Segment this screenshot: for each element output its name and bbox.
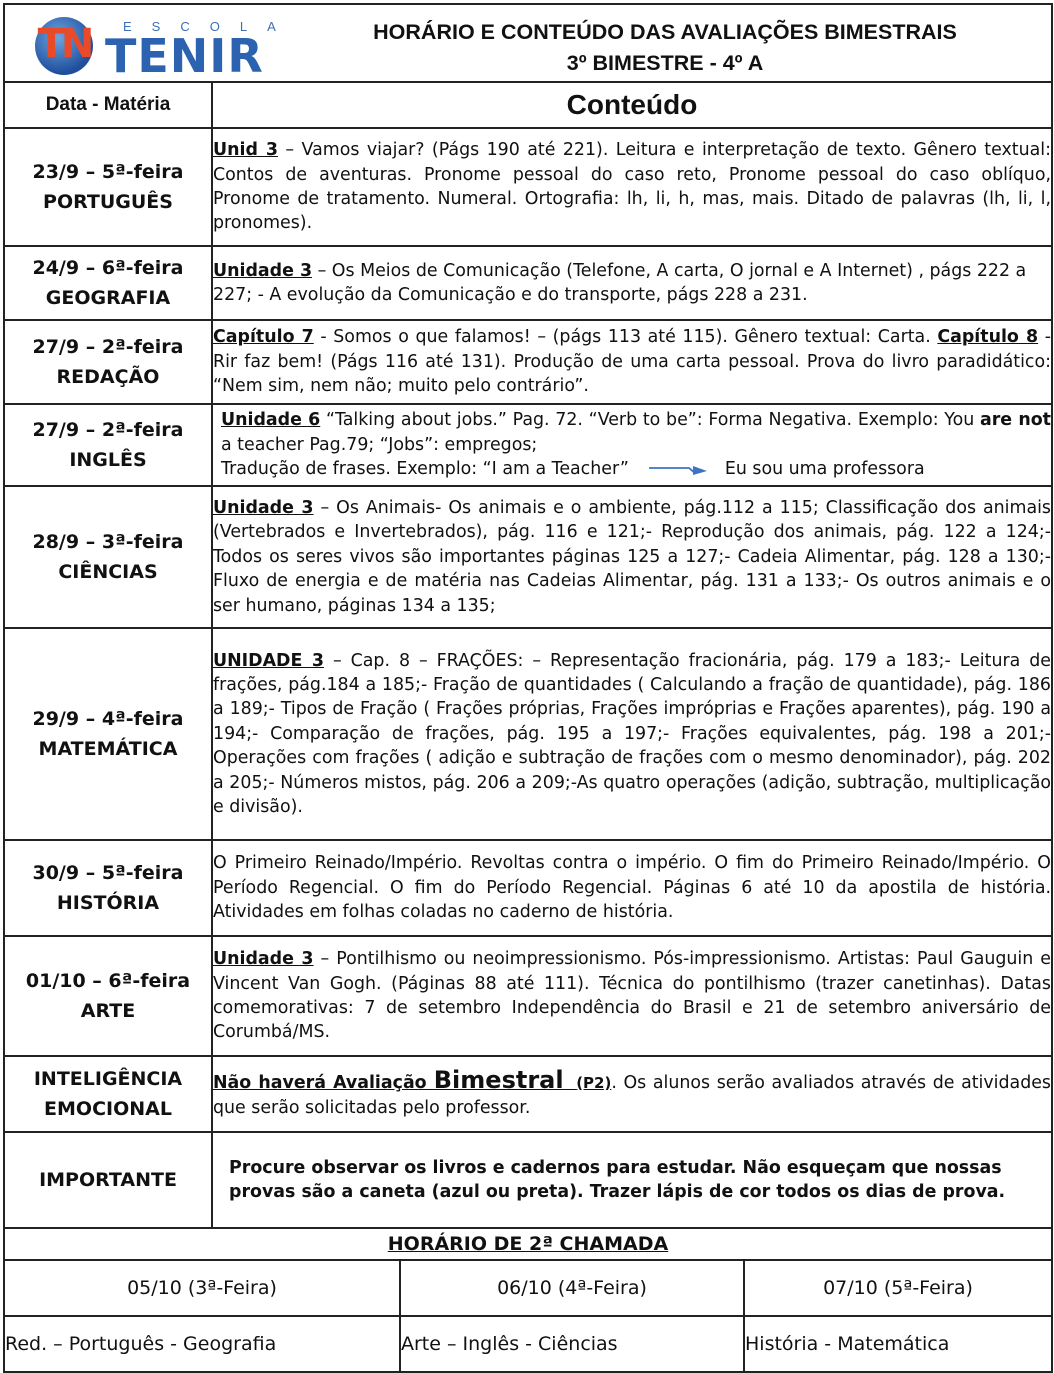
exam-date: 29/9 – 4ª-feira	[32, 708, 184, 730]
content-text: Procure observar os livros e cadernos para estudar. Não esqueçam que nossas provas são a caneta (azul ou preta). Trazer lápis de cor todos os dias de prova.	[229, 1157, 1006, 1202]
table-row	[4, 128, 1052, 246]
content-text: . Os alunos serão avaliados através de atividades que serão solicitadas pelo professor.	[213, 1073, 1051, 1118]
content-cell	[212, 128, 1052, 246]
content-text: – Cap. 8 – FRAÇÕES: – Representação fracionária, pág. 179 a 183;- Leitura de frações, pág.184 a 185;- Fração de quantidades ( Calculando a fração de quantidade), pág. 186 a 189;- Tipos de Fração ( Frações próprias, Frações impróprias e Frações aparentes), pág. 190 a 194;- Comparação de frações, pág. 195 a 197;- Frações equivalentes, pág. 198 a 201;- Operações com frações ( adição e subtração de frações com o mesmo denominador), pág. 202 a 205;- Números mistos, pág. 206 a 209;-As quatro operações (adição, subtração, multiplicação e divisão).	[213, 650, 1051, 818]
unit-label: UNIDADE 3	[213, 650, 324, 671]
content-text: – Vamos viajar? (Págs 190 até 221). Leitura e interpretação de texto. Gênero textual: Contos de aventuras. Pronome pessoal do caso reto, Pronome pessoal do caso oblíquo, Pronome de tratamento. Numeral. Ortografia: lh, li, h, mas, mais. Ditado de palavras (lh, li, l, pronomes).	[213, 140, 1051, 234]
date-subject-cell	[4, 320, 212, 404]
date-subject-cell	[4, 936, 212, 1056]
second-call-date: 07/10 (5ª-Feira)	[744, 1260, 1052, 1316]
content-text: – Os Animais- Os animais e o ambiente, pág.112 a 115; Classificação dos animais (Vertebrados e Invertebrados), pág. 116 e 121;- Reprodução dos animais, pág. 122 a 124;- Todos os seres vivos são importantes páginas 125 a 127;- Cadeia Alimentar, pág. 128 a 130;- Fluxo de energia e de matéria nas Cadeias Alimentar, pág. 131 a 133;- Os outros animais e o ser humano, páginas 134 a 135;	[213, 497, 1051, 616]
exam-date: 28/9 – 3ª-feira	[32, 531, 184, 553]
exam-date: 01/10 – 6ª-feira	[25, 970, 191, 992]
date-subject-cell	[4, 246, 212, 320]
table-row	[4, 1056, 1052, 1132]
table-row	[4, 246, 1052, 320]
content-cell	[212, 936, 1052, 1056]
unit-label: Unidade 3	[213, 949, 314, 970]
content-text: “Talking about jobs.” Pag. 72. “Verb to be”: Forma Negativa. Exemplo: You	[320, 410, 980, 431]
exam-subject: IMPORTANTE	[39, 1169, 177, 1191]
second-call-subjects-row	[4, 1316, 1052, 1372]
second-call-subjects: História - Matemática	[744, 1316, 1052, 1372]
exam-date: 27/9 – 2ª-feira	[32, 419, 184, 441]
exam-date: 30/9 – 5ª-feira	[32, 862, 184, 884]
exam-subject: CIÊNCIAS	[58, 561, 158, 583]
table-row	[4, 1132, 1052, 1228]
header-row	[4, 4, 1052, 82]
table-row	[4, 404, 1052, 486]
notice-label: Não haverá Avaliação Bimestral (P2)	[213, 1066, 612, 1095]
title-line-1: HORÁRIO E CONTEÚDO DAS AVALIAÇÕES BIMESTRAIS	[373, 20, 957, 44]
unit-label: Unidade 6	[221, 410, 321, 431]
logo-name: TENIR	[105, 29, 264, 83]
date-subject-cell	[4, 628, 212, 840]
exam-date: 24/9 – 6ª-feira	[32, 257, 184, 279]
content-text-b: a teacher Pag.79; “Jobs”: empregos;	[221, 434, 538, 455]
content-cell	[212, 1132, 1052, 1228]
exam-subject: HISTÓRIA	[56, 892, 160, 914]
content-cell	[212, 840, 1052, 936]
exam-subject: ARTE	[80, 1000, 136, 1022]
column-header-content: Conteúdo	[212, 82, 1052, 128]
content-text: O Primeiro Reinado/Império. Revoltas contra o império. O fim do Primeiro Reinado/Império. O Período Regencial. O fim do Período Regencial. Páginas 6 até 10 da apostila de história. Atividades em folhas coladas no caderno de história.	[213, 853, 1051, 923]
second-call-title-row	[4, 1228, 1052, 1260]
unit-label: Unidade 3	[213, 260, 313, 281]
translation-line: Tradução de frases. Exemplo: “I am a Teacher”	[221, 459, 629, 480]
page-title	[305, 17, 1025, 79]
arrow-right-icon	[649, 462, 707, 476]
date-subject-cell	[4, 404, 212, 486]
content-cell	[212, 1056, 1052, 1132]
exam-subject-line-2: EMOCIONAL	[44, 1098, 172, 1120]
second-call-title: HORÁRIO DE 2ª CHAMADA	[4, 1228, 1052, 1260]
unit-label: Capítulo 7	[213, 327, 314, 348]
exam-subject: MATEMÁTICA	[38, 738, 178, 760]
date-subject-cell	[4, 840, 212, 936]
exam-subject: INTELIGÊNCIA	[33, 1068, 183, 1090]
exam-subject: PORTUGUÊS	[43, 191, 173, 213]
column-header-date-subject: Data - Matéria	[4, 82, 212, 128]
date-subject-cell	[4, 128, 212, 246]
second-call-subjects: Arte – Inglês - Ciências	[400, 1316, 744, 1372]
content-text-2: - Rir faz bem! (Págs 116 até 131). Produção de uma carta pessoal. Prova do livro paradidático: “Nem sim, nem não; muito pelo contrário”.	[213, 327, 1052, 397]
second-call-dates-row	[4, 1260, 1052, 1316]
exam-subject: GEOGRAFIA	[45, 287, 171, 309]
second-call-date: 05/10 (3ª-Feira)	[4, 1260, 400, 1316]
exam-date: 23/9 – 5ª-feira	[32, 161, 184, 183]
content-cell	[212, 486, 1052, 628]
table-row	[4, 628, 1052, 840]
column-header-row	[4, 82, 1052, 128]
content-text: – Pontilhismo ou neoimpressionismo. Pós-impressionismo. Artistas: Paul Gauguin e Vincent Van Gogh. (Páginas 88 até 111). Técnica do pontilhismo (trazer canetinhas). Datas comemorativas: 7 de setembro Independência do Brasil e 21 de setembro aniversário de Corumbá/MS.	[213, 949, 1051, 1043]
unit-label-2: Capítulo 8	[937, 327, 1039, 348]
logo-escola-text: ESCOLA	[123, 19, 296, 34]
schedule-table	[3, 3, 1053, 1373]
date-subject-cell	[4, 486, 212, 628]
table-row	[4, 320, 1052, 404]
school-logo: TN ESCOLA TENIR	[27, 17, 267, 77]
content-cell	[212, 628, 1052, 840]
title-line-2: 3º BIMESTRE - 4º A	[566, 51, 764, 75]
second-call-subjects: Red. – Português - Geografia	[4, 1316, 400, 1372]
unit-label: Unid 3	[213, 140, 278, 161]
exam-subject: INGLÊS	[69, 449, 147, 471]
second-call-date: 06/10 (4ª-Feira)	[400, 1260, 744, 1316]
table-row	[4, 486, 1052, 628]
table-row	[4, 936, 1052, 1056]
content-cell	[212, 404, 1052, 486]
date-subject-cell	[4, 1132, 212, 1228]
content-cell	[212, 246, 1052, 320]
exam-date: 27/9 – 2ª-feira	[32, 336, 184, 358]
table-row	[4, 840, 1052, 936]
content-bold-text: are not	[980, 410, 1052, 431]
content-cell	[212, 320, 1052, 404]
content-text: - Somos o que falamos! – (págs 113 até 115). Gênero textual: Carta.	[313, 327, 931, 348]
translation-answer: Eu sou uma professora	[724, 459, 925, 480]
exam-subject: REDAÇÃO	[56, 366, 160, 388]
date-subject-cell	[4, 1056, 212, 1132]
unit-label: Unidade 3	[213, 497, 314, 518]
content-text: – Os Meios de Comunicação (Telefone, A carta, O jornal e A Internet) , págs 222 a 227; - A evolução da Comunicação e do transporte, págs 228 a 231.	[213, 260, 1027, 305]
